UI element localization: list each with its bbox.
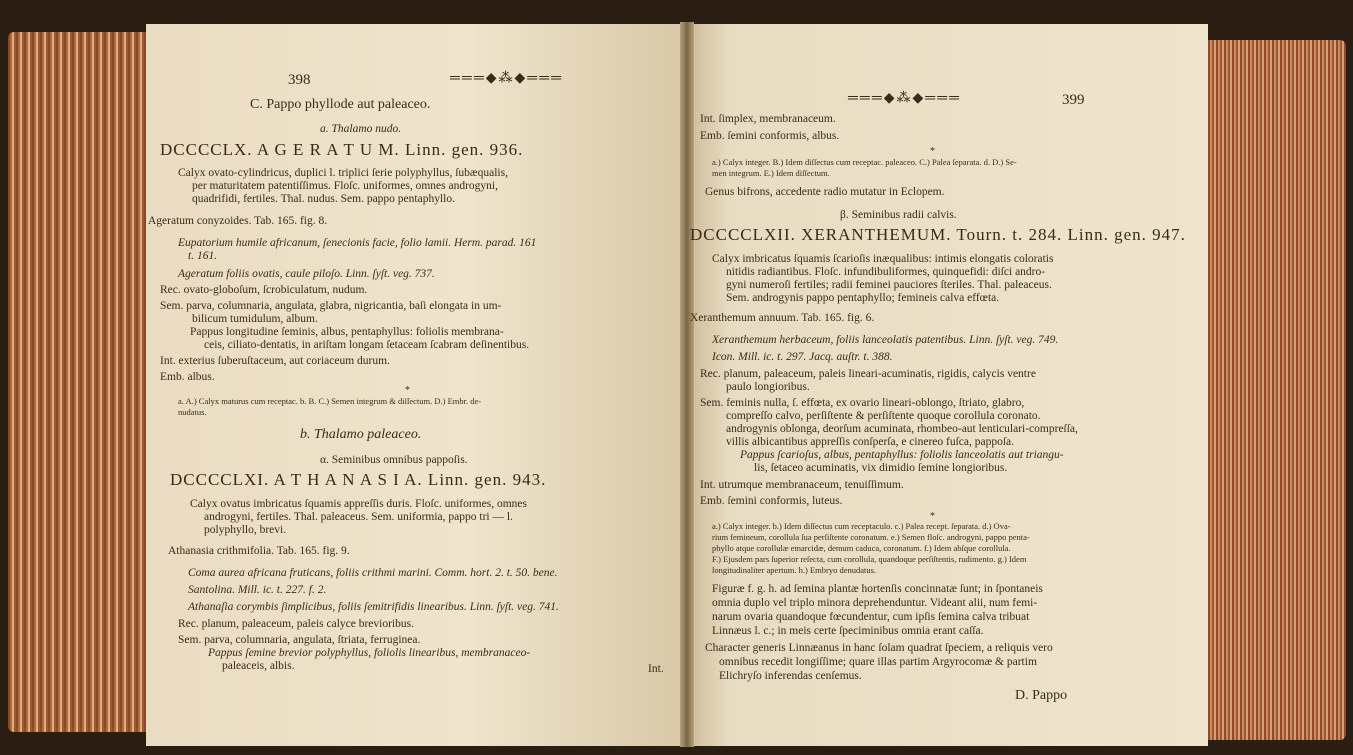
right-page-line: omnia duplo vel triplo minora deprehenduntur. Videant alii, num femi-: [712, 597, 1038, 609]
right-page-line: Genus bifrons, accedente radio mutatur in Eclopem.: [705, 186, 945, 198]
page-edges-left: [8, 32, 148, 732]
right-page-line: Xeranthemum annuum. Tab. 165. fig. 6.: [690, 312, 875, 324]
header-ornament-left: ═══◆⁂◆═══: [450, 71, 564, 86]
right-page-line: Character generis Linnæanus in hanc ſolam quadrat ſpeciem, a reliquis vero: [705, 642, 1053, 654]
page-number-right: 399: [1062, 92, 1085, 108]
left-page-line: t. 161.: [188, 250, 218, 262]
left-page-line: Emb. albus.: [160, 371, 215, 383]
right-page-line: Elichryſo inferendas cenſemus.: [719, 670, 862, 682]
right-page-line: gyni numeroſi fertiles; radii feminei pauciores ſteriles. Thal. paleaceus.: [726, 279, 1052, 291]
left-page-line: DCCCCLXI. A T H A N A S I A. Linn. gen. 943.: [170, 470, 547, 489]
right-page-line: a.) Calyx integer. B.) Idem diſſectus cum receptac. paleaceo. C.) Palea ſeparata. d. D.) Se-: [712, 157, 1017, 167]
left-page-line: nudatus.: [178, 407, 207, 417]
right-page-line: Emb. ſemini conformis, albus.: [700, 130, 840, 142]
left-page-line: per maturitatem patentiſſimus. Floſc. uniformes, omnes androgyni,: [192, 180, 498, 192]
left-page-line: Athanasia crithmifolia. Tab. 165. fig. 9.: [168, 545, 350, 557]
right-page-line: paulo longioribus.: [726, 381, 810, 393]
right-page-line: D. Pappo: [1015, 688, 1068, 703]
left-page-line: Pappus ſemine brevior polyphyllus, foliolis linearibus, membranaceo-: [208, 647, 531, 659]
left-page-line: ceis, ciliato-dentatis, in ariſtam longam ſetaceam ſcabram deſinentibus.: [204, 339, 530, 351]
left-page-line: a. A.) Calyx maturus cum receptac. b. B. C.) Semen integrum & diſſectum. D.) Embr. de-: [178, 396, 482, 406]
right-page-line: Calyx imbricatus ſquamis ſcarioſis inæqualibus: intimis elongatis coloratis: [712, 253, 1054, 265]
right-page-line: Icon. Mill. ic. t. 297. Jacq. auſtr. t. 388.: [712, 351, 893, 363]
left-page-line: bilicum tumidulum, album.: [192, 313, 318, 325]
right-page-line: androgynis oblonga, deorſum acuminata, rhombeo-aut lenticulari-compreſſa,: [726, 423, 1078, 435]
left-page-line: Rec. ovato-globoſum, ſcrobiculatum, nudum.: [160, 284, 368, 296]
right-page-line: men integrum. E.) Idem diſſectum.: [712, 168, 830, 178]
left-page-line: Ageratum conyzoides. Tab. 165. fig. 8.: [148, 215, 328, 227]
left-page-line: Int. exterius ſuberuſtaceum, aut coriaceum durum.: [160, 355, 390, 367]
right-page-line: rium femineum, corollula ſua perſiſtente coronatum. e.) Semen floſc. androgyni, pappo penta-: [712, 532, 1030, 542]
right-page-line: Int. utrumque membranaceum, tenuiſſimum.: [700, 479, 904, 491]
left-page-line: Calyx ovatus imbricatus ſquamis appreſſis duris. Floſc. uniformes, omnes: [190, 498, 527, 510]
left-page-line: *: [405, 385, 410, 396]
left-page-line: Eupatorium humile africanum, ſenecionis facie, folio lamii. Herm. parad. 161: [178, 237, 537, 249]
left-page-line: α. Seminibus omnibus pappoſis.: [320, 454, 468, 466]
left-page-line: Ageratum foliis ovatis, caule piloſo. Linn. ſyſt. veg. 737.: [178, 268, 435, 280]
left-page-line: Sem. parva, columnaria, angulata, glabra, nigricantia, baſi elongata in um-: [160, 300, 502, 312]
right-page-line: Xeranthemum herbaceum, foliis lanceolatis patentibus. Linn. ſyſt. veg. 749.: [712, 334, 1059, 346]
left-page-line: quadrifidi, fertiles. Thal. nudus. Sem. pappo pentaphyllo.: [192, 193, 455, 205]
right-page-line: *: [930, 146, 935, 157]
right-page-line: Int. ſimplex, membranaceum.: [700, 113, 836, 125]
right-page-line: longitudinaliter apertum. h.) Embryo denudatus.: [712, 565, 877, 575]
right-page-line: Figuræ f. g. h. ad ſemina plantæ hortenſis concinnatæ ſunt; in ſpontaneis: [712, 583, 1043, 595]
left-page-line: Santolina. Mill. ic. t. 227. f. 2.: [188, 584, 327, 596]
header-ornament-right: ═══◆⁂◆═══: [848, 91, 962, 106]
page-edges-right: [1196, 40, 1346, 740]
right-page-line: omnibus recedit longiſſime; quare illas partim Argyrocomæ & partim: [719, 656, 1037, 668]
right-page-line: Emb. ſemini conformis, luteus.: [700, 495, 843, 507]
left-page-line: Calyx ovato-cylindricus, duplici l. triplici ſerie polyphyllus, ſubæqualis,: [178, 167, 508, 179]
left-page-line: C. Pappo phyllode aut paleaceo.: [250, 97, 431, 112]
left-page-line: DCCCCLX. A G E R A T U M. Linn. gen. 936.: [160, 140, 524, 159]
book-gutter: [680, 22, 694, 747]
right-page-line: *: [930, 511, 935, 522]
right-page-line: Linnæus l. c.; in meis certe ſpeciminibus omnia erant caſſa.: [712, 625, 984, 637]
right-page-line: F.) Ejusdem pars ſuperior reſecta, cum corollula, quandoque perſiſtentis, rudimento. g.) Idem: [712, 554, 1027, 564]
left-page-line: b. Thalamo paleaceo.: [300, 427, 422, 442]
page-number-left: 398: [288, 72, 311, 88]
right-page-line: a.) Calyx integer. b.) Idem diſſectus cum receptaculo. c.) Palea recept. ſeparata. d.) Ova-: [712, 521, 1011, 531]
right-page-line: Sem. feminis nulla, ſ. effœta, ex ovario lineari-oblongo, ſtriato, glabro,: [700, 397, 1025, 409]
right-page-line: lis, ſetaceo acuminatis, vix dimidio ſemine longioribus.: [754, 462, 1008, 474]
left-page-line: Sem. parva, columnaria, angulata, ſtriata, ferruginea.: [178, 634, 421, 646]
right-page-line: narum ovaria quandoque fœcundentur, cum ipſis ſemina calva tribuat: [712, 611, 1030, 623]
right-page-line: compreſſo calvo, perſiſtente & perſiſtente quoque corollula coronato.: [726, 410, 1041, 422]
left-page-line: polyphyllo, brevi.: [204, 524, 287, 536]
right-page-line: DCCCCLXII. XERANTHEMUM. Tourn. t. 284. Linn. gen. 947.: [690, 225, 1186, 244]
left-page-line: Athanaſia corymbis ſimplicibus, foliis ſemitrifidis linearibus. Linn. ſyſt. veg. 741.: [188, 601, 559, 613]
left-page-line: androgyni, fertiles. Thal. paleaceus. Sem. uniformia, pappo tri — l.: [204, 511, 513, 523]
left-page-line: Int.: [648, 663, 664, 675]
right-page-line: nitidis radiantibus. Floſc. infundibuliformes, quinquefidi: diſci andro-: [726, 266, 1046, 278]
left-page-line: Rec. planum, paleaceum, paleis calyce brevioribus.: [178, 618, 414, 630]
right-page-line: Pappus ſcarioſus, albus, pentaphyllus: foliolis lanceolatis aut triangu-: [740, 449, 1064, 461]
left-page-line: a. Thalamo nudo.: [320, 123, 402, 135]
right-page-line: phyllo atque corollulæ emarcidæ, demum caduca, coronatum. f.) Idem abſque corollula.: [712, 543, 1011, 553]
left-page-line: Pappus longitudine ſeminis, albus, pentaphyllus: foliolis membrana-: [190, 326, 504, 338]
right-page-line: β. Seminibus radii calvis.: [840, 209, 957, 221]
right-page-line: Sem. androgynis pappo pentaphyllo; femineis calva effœta.: [726, 292, 1000, 304]
left-page-line: paleaceis, albis.: [222, 660, 295, 672]
right-page-line: villis albicantibus appreſſis conſperſa, e cinereo fuſca, pappoſa.: [726, 436, 1015, 448]
right-page-line: Rec. planum, paleaceum, paleis lineari-acuminatis, rigidis, calycis ventre: [700, 368, 1036, 380]
left-page-line: Coma aurea africana fruticans, foliis crithmi marini. Comm. hort. 2. t. 50. bene.: [188, 567, 558, 579]
